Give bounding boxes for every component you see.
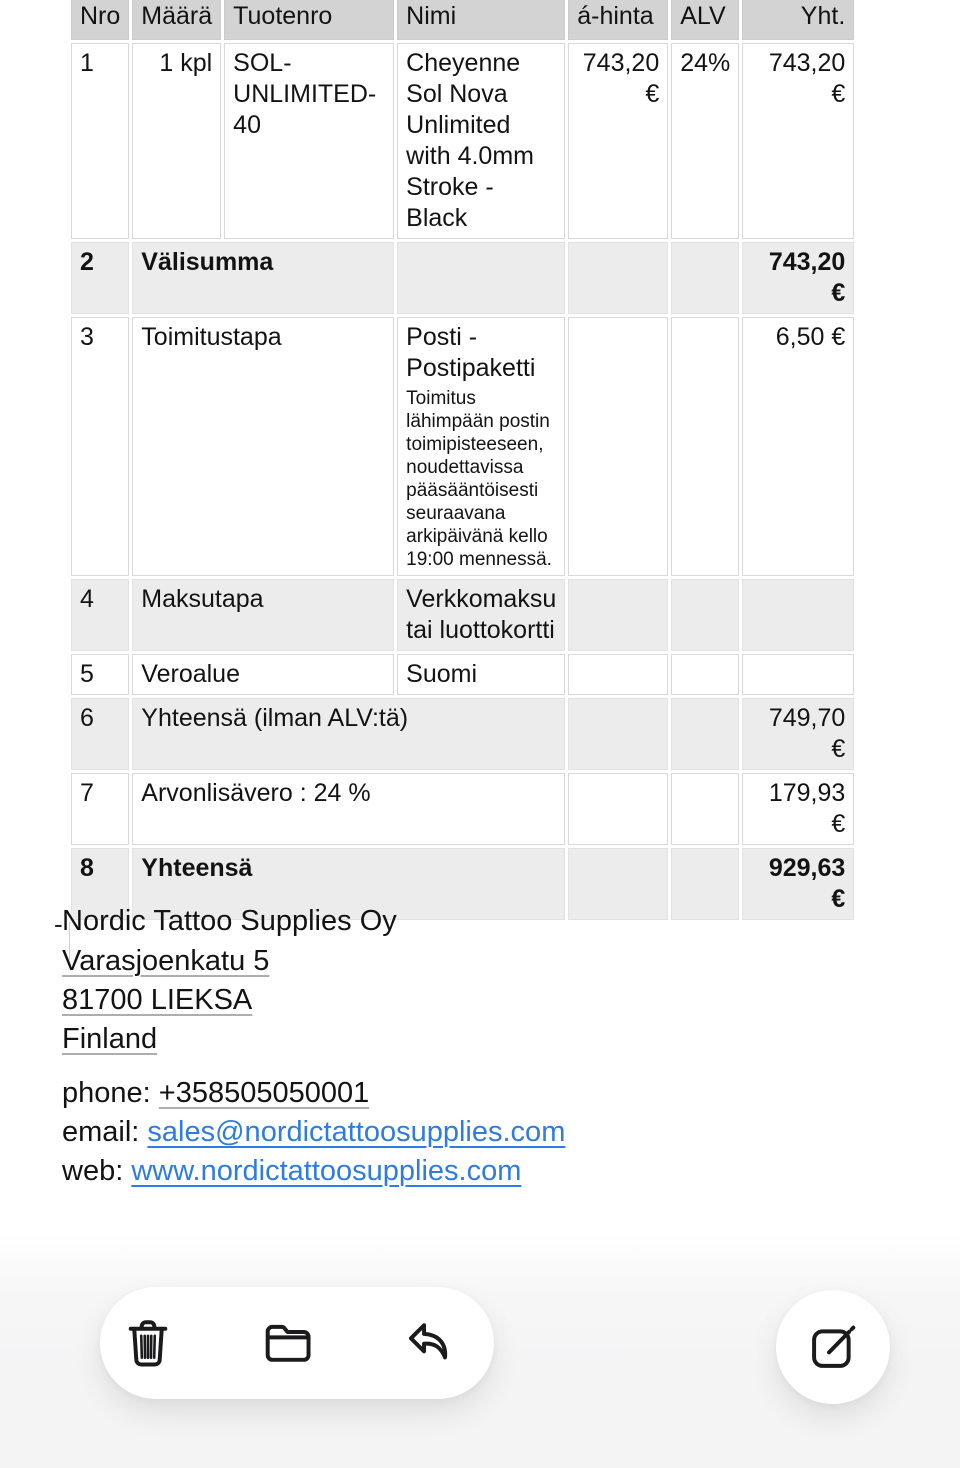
table-cell: 24% xyxy=(671,43,739,239)
table-cell: Suomi xyxy=(397,654,565,695)
column-header: Nimi xyxy=(397,0,565,40)
web-link[interactable]: www.nordictattoosupplies.com xyxy=(131,1155,522,1187)
table-cell: Veroalue xyxy=(132,654,394,695)
table-cell: Verkkomaksu tai luottokortti xyxy=(397,579,565,651)
table-cell: Posti - Postipaketti Toimitus lähimpään postin toimipisteeseen, noudettavissa pääsääntöisesti seuraavana arkipäivänä kello 19:00 mennessä. xyxy=(397,317,565,576)
address-line-1[interactable]: Varasjoenkatu 5 xyxy=(62,945,270,977)
table-cell: 929,63 € xyxy=(742,848,854,920)
table-cell: Arvonlisävero : 24 % xyxy=(132,773,565,845)
table-row xyxy=(71,773,854,845)
table-cell: Yhteensä (ilman ALV:tä) xyxy=(132,698,565,770)
table-cell xyxy=(568,773,668,845)
trash-button[interactable] xyxy=(120,1315,176,1371)
column-header: Tuotenro xyxy=(224,0,394,40)
table-cell: 8 xyxy=(71,848,129,920)
table-cell: Cheyenne Sol Nova Unlimited with 4.0mm Stroke - Black xyxy=(397,43,565,239)
table-cell: 2 xyxy=(71,242,129,314)
email-link[interactable]: sales@nordictattoosupplies.com xyxy=(147,1116,566,1148)
table-cell xyxy=(742,579,854,651)
table-cell xyxy=(568,848,668,920)
folder-icon xyxy=(260,1315,316,1371)
column-header: Nro xyxy=(71,0,129,40)
column-header: Yht. xyxy=(742,0,854,40)
column-header: ALV xyxy=(671,0,739,40)
table-cell: 3 xyxy=(71,317,129,576)
table-cell xyxy=(568,654,668,695)
table-cell: 743,20 € xyxy=(742,242,854,314)
action-toolbar xyxy=(100,1287,494,1399)
table-cell: 1 kpl xyxy=(132,43,221,239)
table-cell: 1 xyxy=(71,43,129,239)
table-row xyxy=(71,317,854,576)
table-cell: 6 xyxy=(71,698,129,770)
company-name: Nordic Tattoo Supplies Oy xyxy=(62,905,397,937)
table-cell xyxy=(671,698,739,770)
table-cell xyxy=(671,773,739,845)
table-cell xyxy=(568,579,668,651)
table-row xyxy=(71,242,854,314)
table-cell xyxy=(568,317,668,576)
table-row xyxy=(71,579,854,651)
reply-icon xyxy=(400,1315,456,1371)
table-cell xyxy=(742,654,854,695)
web-label: web: xyxy=(62,1155,124,1187)
compose-icon xyxy=(805,1319,861,1375)
table-cell: 743,20 € xyxy=(568,43,668,239)
table-cell: Yhteensä xyxy=(132,848,565,920)
column-header: á-hinta xyxy=(568,0,668,40)
table-cell: 6,50 € xyxy=(742,317,854,576)
address-line-2[interactable]: 81700 LIEKSA xyxy=(62,984,253,1016)
table-cell: 749,70 € xyxy=(742,698,854,770)
stray-dash: - xyxy=(54,909,63,939)
table-row xyxy=(71,654,854,695)
table-cell: 4 xyxy=(71,579,129,651)
table-cell xyxy=(671,654,739,695)
table-cell xyxy=(397,242,565,314)
folder-button[interactable] xyxy=(260,1315,316,1371)
table-cell: 743,20 € xyxy=(742,43,854,239)
phone-label: phone: xyxy=(62,1077,151,1109)
reply-button[interactable] xyxy=(400,1315,456,1371)
table-cell xyxy=(671,317,739,576)
compose-button[interactable] xyxy=(776,1290,890,1404)
email-label: email: xyxy=(62,1116,140,1148)
email-body xyxy=(54,0,857,965)
trash-icon xyxy=(120,1315,176,1371)
table-cell: SOL-UNLIMITED-40 xyxy=(224,43,394,239)
table-cell: Toimitustapa xyxy=(132,317,394,576)
table-row xyxy=(71,698,854,770)
phone-link[interactable]: +358505050001 xyxy=(158,1077,370,1109)
table-cell xyxy=(568,242,668,314)
table-cell: 179,93 € xyxy=(742,773,854,845)
table-header-row xyxy=(71,0,854,40)
table-cell: 7 xyxy=(71,773,129,845)
table-cell xyxy=(671,242,739,314)
address-line-3[interactable]: Finland xyxy=(62,1023,158,1055)
bottom-toolbar-area xyxy=(0,1232,960,1468)
column-header: Määrä xyxy=(132,0,221,40)
table-cell: Maksutapa xyxy=(132,579,394,651)
table-cell xyxy=(671,579,739,651)
table-cell xyxy=(568,698,668,770)
signature xyxy=(62,902,565,1191)
table-cell: 5 xyxy=(71,654,129,695)
table-cell: Välisumma xyxy=(132,242,394,314)
order-table xyxy=(68,0,857,923)
table-row xyxy=(71,43,854,239)
table-cell xyxy=(671,848,739,920)
